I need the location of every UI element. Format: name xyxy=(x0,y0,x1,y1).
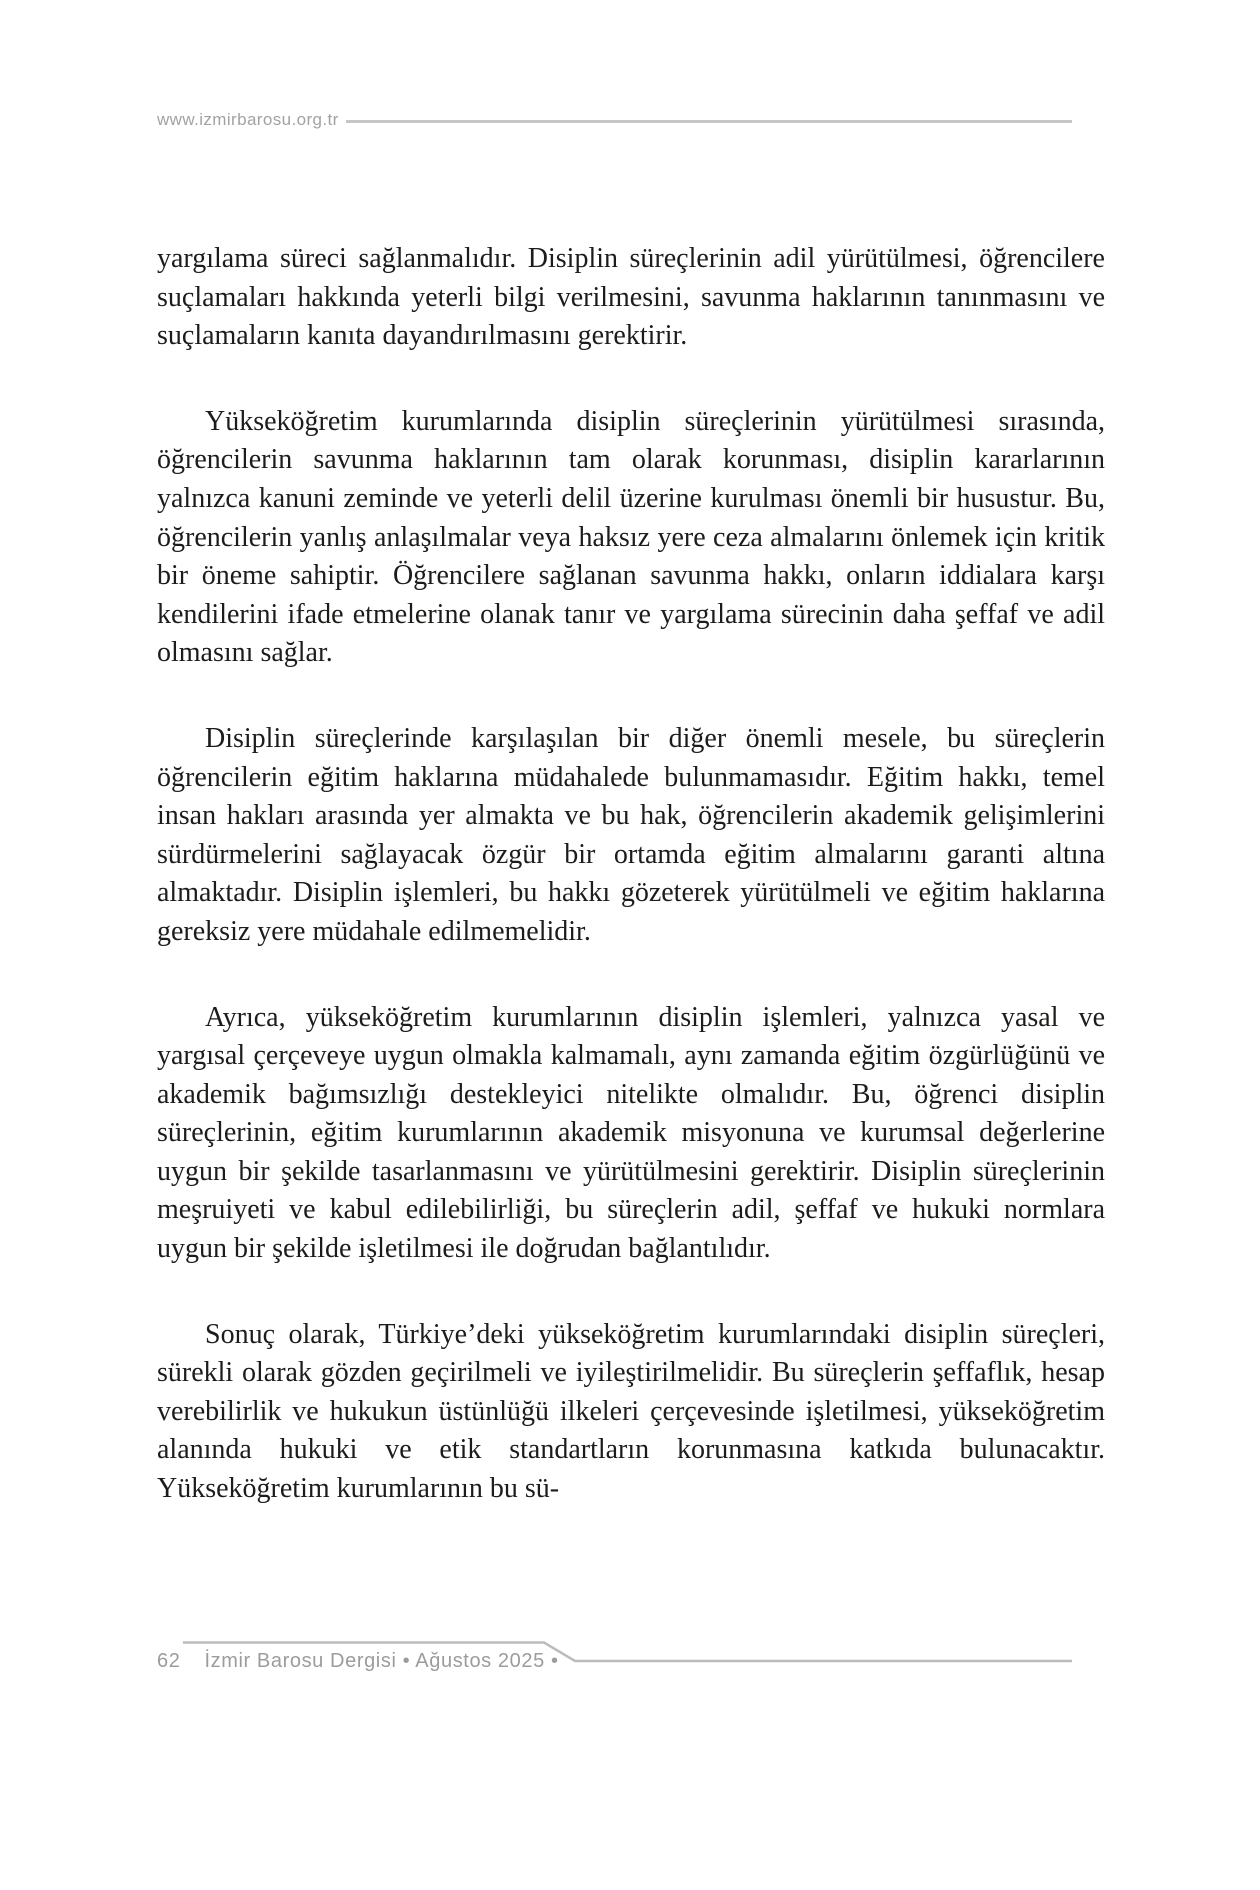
body-paragraph: Sonuç olarak, Türkiye’deki yükseköğretim kurumlarındaki disiplin süreçleri, sürekli olarak gözden geçirilmeli ve iyileştirilmelidir. Bu süreçlerin şeffaflık, hesap verebilirlik ve hukukun üstünlüğü ilkeleri çerçevesinde işletilmesi, yükseköğretim alanında hukuki ve etik standartların korunmasına katkıda bulunacaktır. Yükseköğretim kurumlarının bu sü- xyxy=(157,1318,1105,1505)
body-paragraph: Disiplin süreçlerinde karşılaşılan bir diğer önemli mesele, bu süreçlerin öğrencilerin eğitim haklarına müdahalede bulunmamasıdır. Eğitim hakkı, temel insan hakları arasında yer almakta ve bu hak, öğrencilerin akademik gelişimlerini sürdürmelerini sağlayacak özgür bir ortamda eğitim almalarını garanti altına almaktadır. Disiplin işlemleri, bu hakkı gözeterek yürütülmeli ve eğitim haklarına gereksiz yere müdahale edilmemelidir. xyxy=(157,722,1105,947)
journal-line: İzmir Barosu Dergisi • Ağustos 2025 • xyxy=(204,1650,559,1672)
body-paragraph: Ayrıca, yükseköğretim kurumlarının disiplin işlemleri, yalnızca yasal ve yargısal çerçeveye uygun olmakla kalmamalı, aynı zamanda eğitim özgürlüğünü ve akademik bağımsızlığı destekleyici nitelikte olmalıdır. Bu, öğrenci disiplin süreçlerinin, eğitim kurumlarının akademik misyonuna ve kurumsal değerlerine uygun bir şekilde tasarlanmasını ve yürütülmesini gerektirir. Disiplin süreçlerinin meşruiyeti ve kabul edilebilirliği, bu süreçlerin adil, şeffaf ve hukuki normlara uygun bir şekilde işletilmesi ile doğrudan bağlantılıdır. xyxy=(157,1001,1105,1265)
article-body xyxy=(157,240,1105,1556)
body-paragraph: Yükseköğretim kurumlarında disiplin süreçlerinin yürütülmesi sırasında, öğrencilerin savunma haklarının tam olarak korunması, disiplin kararlarının yalnızca kanuni zeminde ve yeterli delil üzerine kurulması önemli bir husustur. Bu, öğrencilerin yanlış anlaşılmalar veya haksız yere ceza almalarını önlemek için kritik bir öneme sahiptir. Öğrencilere sağlanan savunma hakkı, onların iddialara karşı kendilerini ifade etmelerine olanak tanır ve yargılama sürecinin daha şeffaf ve adil olmasını sağlar. xyxy=(157,405,1105,669)
body-paragraph: yargılama süreci sağlanmalıdır. Disiplin süreçlerinin adil yürütülmesi, öğrencilere suçlamaları hakkında yeterli bilgi verilmesini, savunma haklarının tanınmasını ve suçlamaların kanıta dayandırılmasını gerektirir. xyxy=(157,243,1105,352)
page-footer xyxy=(157,1650,559,1673)
header-rule xyxy=(346,120,1072,123)
page-header xyxy=(157,110,1072,130)
page-number: 62 xyxy=(157,1650,181,1672)
header-url: www.izmirbarosu.org.tr xyxy=(157,110,339,129)
